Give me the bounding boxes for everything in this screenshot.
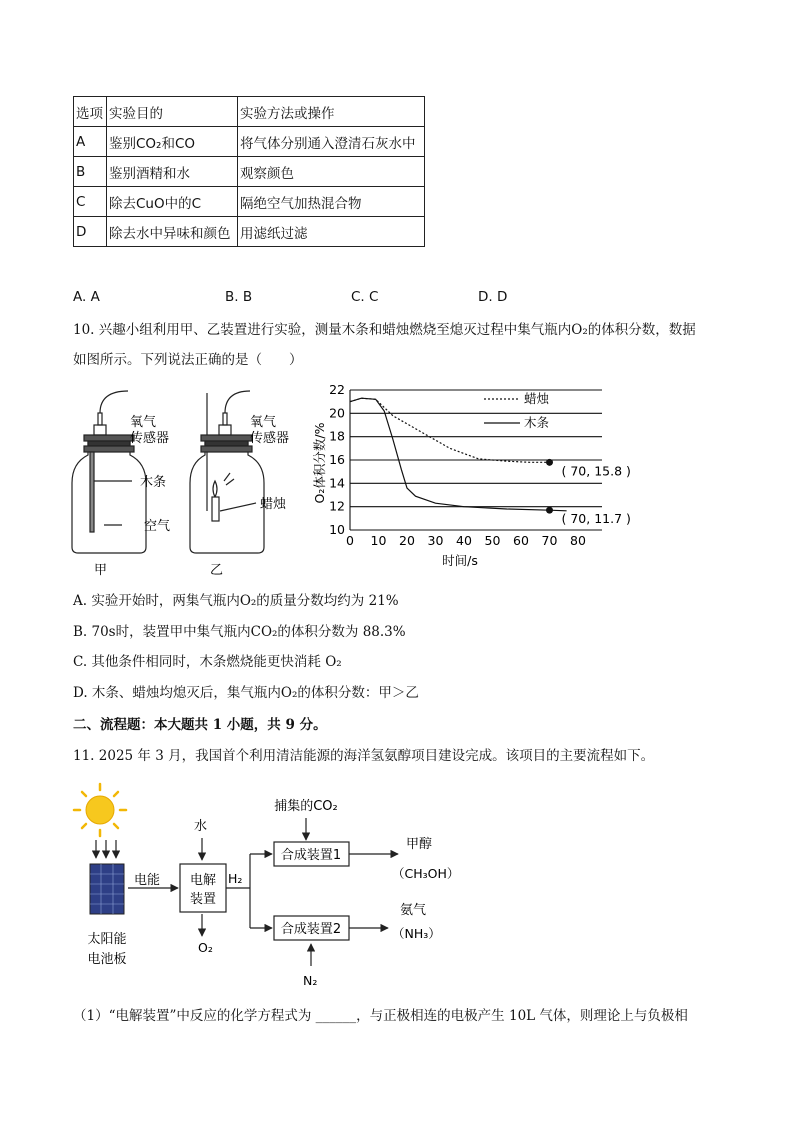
electrolyzer-label-1: 电解	[189, 873, 217, 888]
o2-line-chart	[310, 378, 631, 573]
syn2-label: 合成装置2	[280, 922, 342, 937]
q11-sub1: （1）“电解装置”中反应的化学方程式为 ______，与正极相连的电极产生 10L 气体，则理论上与负极相	[73, 1008, 688, 1024]
sensor-label-jia-2: 传感器	[130, 431, 170, 446]
y-tick-label: 14	[329, 475, 345, 491]
co2-label: 捕集的CO₂	[274, 799, 338, 814]
table-cell: 用滤纸过滤	[238, 217, 425, 247]
y-tick-label: 10	[329, 522, 345, 537]
table-cell: 鉴别酒精和水	[107, 157, 238, 187]
series-line-candle	[350, 398, 550, 462]
q9-choice-a: A. A	[73, 289, 100, 305]
panel-label-2: 电池板	[87, 952, 127, 967]
process-flow-diagram	[70, 780, 470, 995]
q9-choice-c: C. C	[351, 289, 379, 305]
q10-option-a: A. 实验开始时，两集气瓶内O₂的质量分数均约为 21%	[73, 593, 399, 609]
y-tick-label: 22	[329, 382, 345, 397]
ammonia-formula: （NH₃）	[392, 926, 441, 941]
chart-grid	[350, 390, 602, 530]
table-cell: 除去CuO中的C	[107, 187, 238, 217]
table-header-cell: 选项	[74, 97, 107, 127]
table-cell: 除去水中异味和颜色	[107, 217, 238, 247]
sensor-label-jia-1: 氧气	[130, 415, 157, 430]
point-label: ( 70, 11.7 )	[561, 511, 631, 527]
table-cell: 将气体分别通入澄清石灰水中	[238, 127, 425, 157]
table-cell: A	[74, 127, 107, 157]
air-label: 空气	[144, 519, 171, 534]
solar-panel-icon	[90, 864, 124, 914]
energy-label: 电能	[134, 873, 161, 888]
y-tick-label: 16	[329, 452, 345, 467]
chart-xlabel: 时间/s	[442, 553, 478, 568]
o2-label: O₂	[198, 940, 213, 955]
table-header-cell: 实验方法或操作	[238, 97, 425, 127]
ammonia-label: 氨气	[400, 903, 427, 918]
data-point	[546, 507, 553, 514]
q10-option-b: B. 70s时，装置甲中集气瓶内CO₂的体积分数为 88.3%	[73, 624, 406, 640]
x-tick-label: 10	[370, 533, 387, 548]
chart-annotations	[546, 459, 631, 526]
x-tick-label: 30	[427, 533, 444, 548]
bottle-label-yi: 乙	[210, 563, 224, 578]
bottle-label-jia: 甲	[94, 563, 108, 578]
y-tick-label: 20	[329, 405, 345, 421]
table-cell: 隔绝空气加热混合物	[238, 187, 425, 217]
q10-stem-line2: 如图所示。下列说法正确的是（ ）	[73, 352, 303, 368]
sunlight-arrows	[96, 840, 116, 858]
x-tick-label: 20	[399, 533, 415, 548]
table-row	[74, 187, 425, 217]
table-row	[74, 217, 425, 247]
table-cell: B	[74, 157, 107, 187]
point-label: ( 70, 15.8 )	[561, 463, 631, 479]
x-tick-label: 0	[346, 533, 354, 548]
y-tick-label: 18	[329, 428, 345, 444]
q11-stem: 11. 2025 年 3 月，我国首个利用清洁能源的海洋氢氨醇项目建设完成。该项目的主要流程如下。	[73, 748, 655, 764]
table-header-row	[74, 97, 425, 127]
electrolyzer-label-2: 装置	[189, 892, 217, 907]
table-row	[74, 157, 425, 187]
x-tick-labels	[346, 533, 586, 548]
legend-label: 木条	[524, 415, 550, 430]
legend-label: 蜡烛	[524, 391, 550, 406]
n2-label: N₂	[303, 973, 318, 988]
table-cell: D	[74, 217, 107, 247]
stick-label: 木条	[140, 475, 167, 490]
table-cell: 观察颜色	[238, 157, 425, 187]
water-label: 水	[194, 819, 208, 834]
x-tick-label: 60	[513, 533, 529, 548]
sun-icon	[74, 784, 126, 836]
apparatus-diagram	[60, 385, 310, 580]
candle-label: 蜡烛	[260, 497, 287, 512]
chart-ylabel: O₂体积分数/%	[312, 422, 327, 504]
x-tick-label: 40	[456, 533, 472, 548]
table-cell: 鉴别CO₂和CO	[107, 127, 238, 157]
syn1-label: 合成装置1	[280, 848, 342, 863]
methanol-label: 甲醇	[406, 837, 433, 852]
x-tick-label: 80	[570, 533, 586, 548]
y-tick-labels	[329, 382, 345, 537]
methanol-formula: （CH₃OH）	[392, 866, 460, 881]
q9-choice-d: D. D	[478, 289, 508, 305]
table-header-cell: 实验目的	[107, 97, 238, 127]
y-tick-label: 12	[329, 498, 345, 514]
q10-stem-line1: 10. 兴趣小组利用甲、乙装置进行实验，测量木条和蜡烛燃烧至熄灭过程中集气瓶内O₂的体积分数，数据	[73, 322, 696, 338]
chart-legend	[484, 391, 550, 430]
sensor-label-yi-2: 传感器	[250, 431, 290, 446]
q10-option-c: C. 其他条件相同时，木条燃烧能更快消耗 O₂	[73, 654, 342, 670]
x-tick-label: 50	[484, 533, 501, 548]
table-row	[74, 127, 425, 157]
h2-label: H₂	[228, 871, 243, 886]
q10-option-d: D. 木条、蜡烛均熄灭后，集气瓶内O₂的体积分数：甲＞乙	[73, 685, 419, 701]
sensor-label-yi-1: 氧气	[250, 415, 277, 430]
options-table	[73, 96, 425, 247]
q9-choice-b: B. B	[225, 289, 253, 305]
section-heading: 二、流程题：本大题共 1 小题，共 9 分。	[73, 717, 327, 733]
data-point	[546, 459, 553, 466]
panel-label-1: 太阳能	[87, 932, 127, 947]
x-tick-label: 70	[541, 533, 558, 548]
table-cell: C	[74, 187, 107, 217]
